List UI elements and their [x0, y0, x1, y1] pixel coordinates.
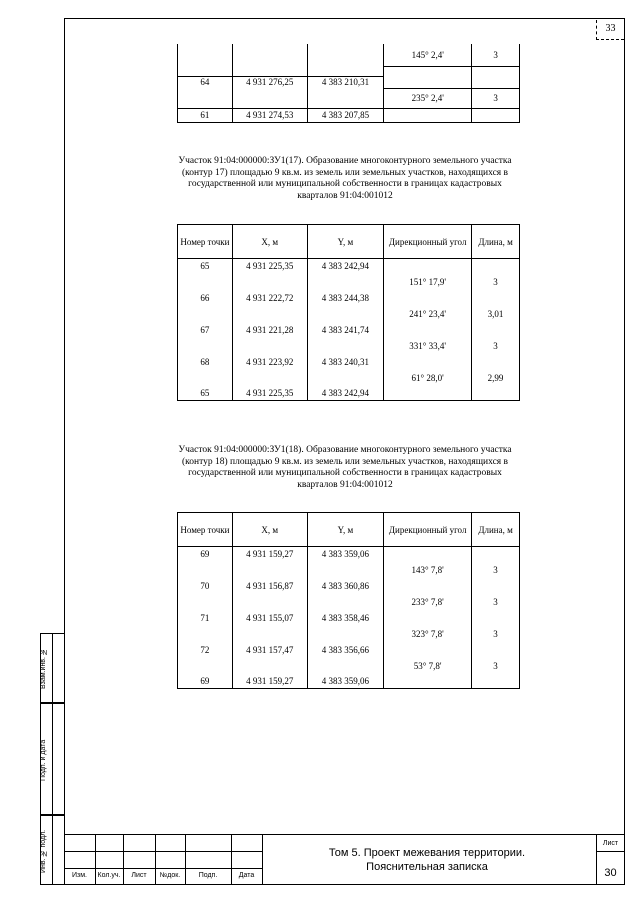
segment-length: 2,99: [472, 369, 520, 387]
sheet-label: Лист: [602, 840, 619, 847]
header-x: X, м: [232, 513, 307, 547]
header-angle: Дирекционный угол: [384, 225, 472, 259]
segment-angle: 53° 7,8': [384, 657, 472, 675]
point-num: 61: [178, 108, 233, 122]
point-y: 4 383 358,46: [307, 611, 384, 625]
coords-table-17: [177, 224, 520, 401]
tb-col-kol-uch: Кол.уч.: [97, 872, 121, 879]
point-num: 64: [178, 76, 233, 88]
point-x: 4 931 159,27: [232, 547, 307, 561]
header-y: Y, м: [307, 225, 384, 259]
point-num: 71: [178, 611, 233, 625]
segment-angle: 331° 33,4': [384, 337, 472, 355]
tb-col-podp: Подп.: [198, 872, 218, 879]
sheet-number: 30: [604, 867, 617, 879]
header-length: Длина, м: [472, 225, 520, 259]
stamp-podp-data: [40, 703, 64, 815]
tb-col-data: Дата: [238, 872, 255, 879]
tb-col-ndok: №док.: [159, 872, 181, 879]
point-y: 4 383 359,06: [307, 547, 384, 561]
segment-length: 3: [472, 625, 520, 643]
header-x: X, м: [232, 225, 307, 259]
segment-angle: 143° 7,8': [384, 561, 472, 579]
segment-angle: 233° 7,8': [384, 593, 472, 611]
coords-table-18: [177, 512, 520, 689]
point-y: 4 383 242,94: [307, 259, 384, 273]
segment-angle: 145° 2,4': [384, 44, 472, 66]
point-x: 4 931 225,35: [232, 259, 307, 273]
stamp-inv-zam: [40, 633, 64, 703]
point-num: 65: [178, 387, 233, 401]
section17-caption: Участок 91:04:000000:ЗУ1(17). Образование многоконтурного земельного участка (контур 17) площадью 9 кв.м. из земель или земельных участков, находящихся в государственной или муниципальной собственности в границах кадастровых кварталов 91:04:001012: [178, 156, 512, 201]
point-num: 67: [178, 323, 233, 337]
point-y: 4 383 359,06: [307, 675, 384, 689]
segment-length: 3: [472, 44, 520, 66]
segment-angle: 241° 23,4': [384, 305, 472, 323]
point-y: 4 383 207,85: [307, 108, 384, 122]
point-num: 69: [178, 547, 233, 561]
point-x: 4 931 274,53: [232, 108, 307, 122]
point-num: [178, 44, 233, 76]
point-y: 4 383 241,74: [307, 323, 384, 337]
document-title-line1: Том 5. Проект межевания территории.: [328, 847, 526, 859]
point-x: 4 931 221,28: [232, 323, 307, 337]
point-x: 4 931 159,27: [232, 675, 307, 689]
stamp-inv-podl-label: Инв. № подл.: [40, 829, 47, 873]
point-y: 4 383 240,31: [307, 355, 384, 369]
section18-caption: Участок 91:04:000000:ЗУ1(18). Образование многоконтурного земельного участка (контур 18) площадью 9 кв.м. из земель или земельных участков, находящихся в государственной или муниципальной собственности в границах кадастровых кварталов 91:04:001012: [178, 445, 512, 490]
segment-length: 3: [472, 593, 520, 611]
point-x: 4 931 276,25: [232, 76, 307, 88]
document-title: [262, 846, 592, 874]
segment-length: 3: [472, 337, 520, 355]
document-title-line2: Пояснительная записка: [366, 861, 488, 873]
point-num: 66: [178, 291, 233, 305]
point-x: 4 931 156,87: [232, 579, 307, 593]
point-num: 70: [178, 579, 233, 593]
header-length: Длина, м: [472, 513, 520, 547]
segment-length: 3: [472, 88, 520, 108]
segment-length: 3,01: [472, 305, 520, 323]
point-y: 4 383 210,31: [307, 76, 384, 88]
point-num: 72: [178, 643, 233, 657]
point-x: 4 931 223,92: [232, 355, 307, 369]
stamp-inv-zam-label: Взам.инв. №: [40, 648, 47, 690]
point-y: 4 383 356,66: [307, 643, 384, 657]
tb-col-izm: Изм.: [72, 872, 87, 879]
point-x: 4 931 222,72: [232, 291, 307, 305]
point-num: 68: [178, 355, 233, 369]
segment-angle: 151° 17,9': [384, 273, 472, 291]
point-x: 4 931 157,47: [232, 643, 307, 657]
point-y: 4 383 360,86: [307, 579, 384, 593]
segment-angle: 323° 7,8': [384, 625, 472, 643]
point-num: 69: [178, 675, 233, 689]
page-top-number: 33: [596, 20, 624, 40]
header-num: Номер точки: [178, 225, 233, 259]
point-num: 65: [178, 259, 233, 273]
segment-angle: 61° 28,0': [384, 369, 472, 387]
segment-length: 3: [472, 657, 520, 675]
header-num: Номер точки: [178, 513, 233, 547]
coords-table-continued: [177, 44, 520, 123]
segment-length: 3: [472, 561, 520, 579]
stamp-inv-podl: [40, 815, 64, 885]
point-x: 4 931 225,35: [232, 387, 307, 401]
header-angle: Дирекционный угол: [384, 513, 472, 547]
point-y: 4 383 242,94: [307, 387, 384, 401]
segment-length: 3: [472, 273, 520, 291]
header-y: Y, м: [307, 513, 384, 547]
point-x: 4 931 155,07: [232, 611, 307, 625]
point-y: 4 383 244,38: [307, 291, 384, 305]
stamp-podp-data-label: Подп. и дата: [40, 739, 47, 781]
segment-angle: 235° 2,4': [384, 88, 472, 108]
tb-col-list: Лист: [131, 872, 147, 879]
